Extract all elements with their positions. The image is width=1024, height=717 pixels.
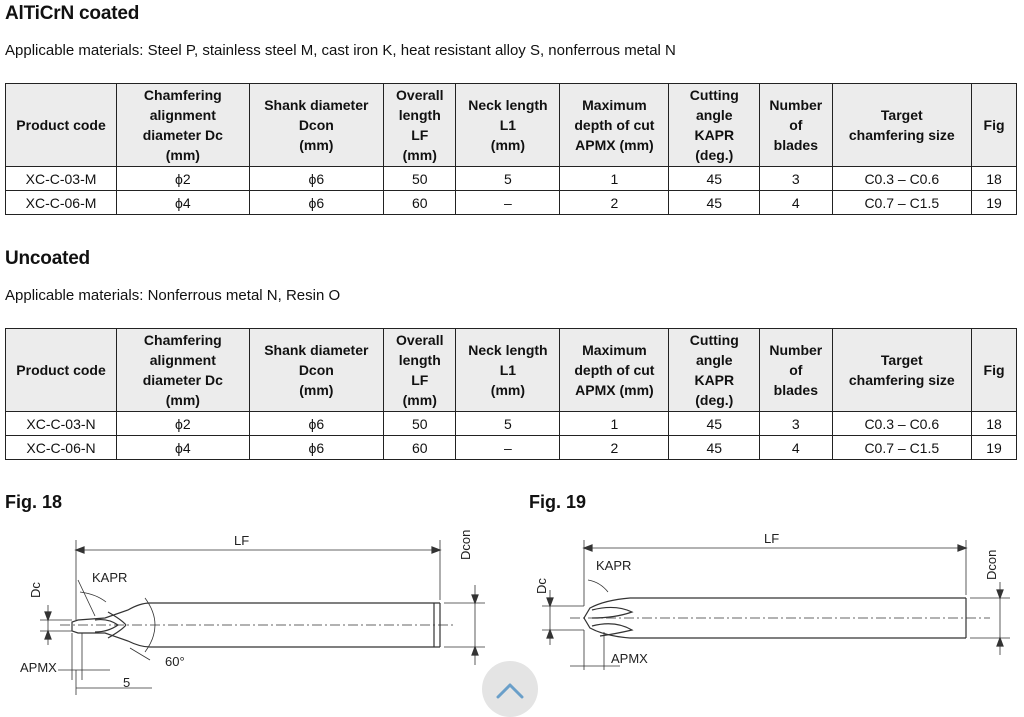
fig18-lf-label: LF bbox=[234, 533, 250, 548]
column-header-line: Product code bbox=[16, 362, 106, 378]
table-cell: 45 bbox=[669, 191, 760, 215]
table-cell: C0.7 – C1.5 bbox=[832, 436, 972, 460]
materials-uncoated: Applicable materials: Nonferrous metal N, Resin O bbox=[5, 287, 341, 304]
table-cell: XC-C-06-N bbox=[6, 436, 117, 460]
table-header-row bbox=[6, 329, 1017, 412]
column-header-line: Cutting bbox=[689, 87, 739, 103]
column-header-line: APMX (mm) bbox=[575, 382, 654, 398]
table-cell: C0.3 – C0.6 bbox=[832, 412, 972, 436]
column-header-line: blades bbox=[773, 137, 818, 153]
table-cell: ϕ6 bbox=[249, 191, 384, 215]
table-cell: 50 bbox=[384, 412, 456, 436]
column-header bbox=[384, 329, 456, 412]
table-cell: 18 bbox=[972, 412, 1017, 436]
column-header-line: Dcon bbox=[298, 117, 334, 133]
column-header-line: (mm) bbox=[165, 147, 200, 163]
column-header-line: chamfering size bbox=[848, 372, 955, 388]
fig19-apmx-label: APMX bbox=[611, 651, 648, 666]
table-cell: C0.3 – C0.6 bbox=[832, 167, 972, 191]
column-header-line: (mm) bbox=[490, 137, 526, 153]
materials-coated: Applicable materials: Steel P, stainless steel M, cast iron K, heat resistant alloy S, nonferrous metal N bbox=[5, 42, 676, 59]
table-row bbox=[6, 191, 1017, 215]
column-header bbox=[6, 329, 117, 412]
table-cell: – bbox=[456, 191, 560, 215]
column-header-line: diameter Dc bbox=[142, 127, 223, 143]
column-header bbox=[760, 329, 832, 412]
fig18-dcon-label: Dcon bbox=[458, 529, 473, 560]
table-cell: 19 bbox=[972, 436, 1017, 460]
fig19-lf-label: LF bbox=[764, 531, 780, 546]
column-header-line: KAPR bbox=[694, 372, 735, 388]
column-header bbox=[560, 84, 669, 167]
column-header bbox=[249, 84, 384, 167]
column-header-line: Overall bbox=[396, 332, 444, 348]
fig18-drawing bbox=[0, 520, 500, 703]
column-header-line: alignment bbox=[149, 352, 216, 368]
table-cell: 3 bbox=[760, 167, 832, 191]
table-cell: ϕ4 bbox=[117, 436, 249, 460]
column-header bbox=[456, 329, 560, 412]
column-header-line: Dcon bbox=[298, 362, 334, 378]
table-cell: ϕ6 bbox=[249, 436, 384, 460]
column-header-line: angle bbox=[696, 107, 733, 123]
column-header-line: Target bbox=[880, 352, 923, 368]
fig18-angle-label: 60° bbox=[165, 654, 185, 669]
table-cell: 50 bbox=[384, 167, 456, 191]
column-header-line: (mm) bbox=[165, 392, 200, 408]
table-cell: XC-C-06-M bbox=[6, 191, 117, 215]
table-cell: ϕ2 bbox=[117, 167, 249, 191]
table-cell: C0.7 – C1.5 bbox=[832, 191, 972, 215]
fig18-kapr-label: KAPR bbox=[92, 570, 128, 585]
column-header-line: Target bbox=[880, 107, 923, 123]
column-header-line: angle bbox=[696, 352, 733, 368]
table-cell: 4 bbox=[760, 191, 832, 215]
column-header-line: LF bbox=[411, 127, 429, 143]
table-header-row bbox=[6, 84, 1017, 167]
table-cell: 45 bbox=[669, 412, 760, 436]
column-header-line: (mm) bbox=[402, 147, 437, 163]
column-header bbox=[249, 329, 384, 412]
fig19-dcon-label: Dcon bbox=[984, 549, 999, 580]
column-header-line: blades bbox=[773, 382, 818, 398]
column-header-line: Number bbox=[769, 342, 823, 358]
column-header-line: (mm) bbox=[402, 392, 437, 408]
section-title-uncoated: Uncoated bbox=[5, 248, 90, 269]
column-header-line: of bbox=[789, 117, 803, 133]
column-header-line: Maximum bbox=[582, 342, 647, 358]
column-header-line: Fig bbox=[983, 362, 1005, 378]
scroll-top-button[interactable] bbox=[482, 661, 538, 717]
fig19-title: Fig. 19 bbox=[529, 492, 587, 512]
column-header-line: depth of cut bbox=[574, 362, 655, 378]
column-header bbox=[760, 84, 832, 167]
column-header-line: (mm) bbox=[490, 382, 526, 398]
column-header-line: APMX (mm) bbox=[575, 137, 654, 153]
column-header-line: of bbox=[789, 362, 803, 378]
chevron-up-icon bbox=[482, 661, 538, 717]
column-header bbox=[560, 329, 669, 412]
table-cell: 5 bbox=[456, 412, 560, 436]
column-header-line: alignment bbox=[149, 107, 216, 123]
column-header-line: (mm) bbox=[299, 382, 334, 398]
table-cell: ϕ2 bbox=[117, 412, 249, 436]
column-header bbox=[6, 84, 117, 167]
column-header bbox=[117, 329, 249, 412]
table-cell: 1 bbox=[560, 167, 669, 191]
column-header-line: depth of cut bbox=[574, 117, 655, 133]
column-header bbox=[972, 329, 1017, 412]
column-header-line: Shank diameter bbox=[264, 97, 369, 113]
column-header bbox=[832, 329, 972, 412]
table-cell: 1 bbox=[560, 412, 669, 436]
table-row bbox=[6, 167, 1017, 191]
table-cell: 4 bbox=[760, 436, 832, 460]
column-header bbox=[456, 84, 560, 167]
column-header-line: L1 bbox=[499, 117, 517, 133]
column-header-line: L1 bbox=[499, 362, 517, 378]
table-cell: ϕ6 bbox=[249, 167, 384, 191]
column-header-line: (deg.) bbox=[695, 392, 734, 408]
column-header-line: chamfering size bbox=[848, 127, 955, 143]
column-header-line: Chamfering bbox=[143, 87, 222, 103]
fig18-apmx-label: APMX bbox=[20, 660, 57, 675]
table-cell: 60 bbox=[384, 436, 456, 460]
column-header-line: (mm) bbox=[299, 137, 334, 153]
table-cell: 18 bbox=[972, 167, 1017, 191]
column-header-line: Maximum bbox=[582, 97, 647, 113]
column-header bbox=[669, 329, 760, 412]
fig19-drawing bbox=[520, 520, 1024, 703]
spec-table-coated bbox=[5, 83, 1017, 215]
table-cell: – bbox=[456, 436, 560, 460]
table-cell: 60 bbox=[384, 191, 456, 215]
column-header-line: Shank diameter bbox=[264, 342, 369, 358]
fig18-title: Fig. 18 bbox=[5, 492, 63, 512]
column-header-line: Fig bbox=[983, 117, 1005, 133]
column-header bbox=[669, 84, 760, 167]
column-header-line: length bbox=[398, 107, 441, 123]
table-cell: ϕ4 bbox=[117, 191, 249, 215]
column-header-line: diameter Dc bbox=[142, 372, 223, 388]
column-header-line: Neck length bbox=[468, 97, 548, 113]
fig19-kapr-label: KAPR bbox=[596, 558, 632, 573]
table-row bbox=[6, 412, 1017, 436]
column-header bbox=[117, 84, 249, 167]
column-header-line: LF bbox=[411, 372, 429, 388]
table-cell: 5 bbox=[456, 167, 560, 191]
column-header-line: Overall bbox=[396, 87, 444, 103]
table-cell: 45 bbox=[669, 436, 760, 460]
column-header bbox=[384, 84, 456, 167]
table-cell: 2 bbox=[560, 191, 669, 215]
column-header-line: Product code bbox=[16, 117, 106, 133]
column-header-line: Number bbox=[769, 97, 823, 113]
table-cell: 45 bbox=[669, 167, 760, 191]
fig18-dc-label: Dc bbox=[28, 582, 43, 598]
column-header bbox=[972, 84, 1017, 167]
table-cell: 2 bbox=[560, 436, 669, 460]
table-cell: XC-C-03-M bbox=[6, 167, 117, 191]
fig18-neck-label: 5 bbox=[123, 675, 131, 690]
column-header-line: (deg.) bbox=[695, 147, 734, 163]
table-cell: XC-C-03-N bbox=[6, 412, 117, 436]
table-row bbox=[6, 436, 1017, 460]
column-header-line: KAPR bbox=[694, 127, 735, 143]
column-header-line: Chamfering bbox=[143, 332, 222, 348]
table-cell: 3 bbox=[760, 412, 832, 436]
table-cell: ϕ6 bbox=[249, 412, 384, 436]
column-header bbox=[832, 84, 972, 167]
section-title-coated: AlTiCrN coated bbox=[5, 3, 140, 24]
table-cell: 19 bbox=[972, 191, 1017, 215]
column-header-line: length bbox=[398, 352, 441, 368]
column-header-line: Cutting bbox=[689, 332, 739, 348]
spec-table-uncoated bbox=[5, 328, 1017, 460]
fig19-dc-label: Dc bbox=[534, 578, 549, 594]
column-header-line: Neck length bbox=[468, 342, 548, 358]
